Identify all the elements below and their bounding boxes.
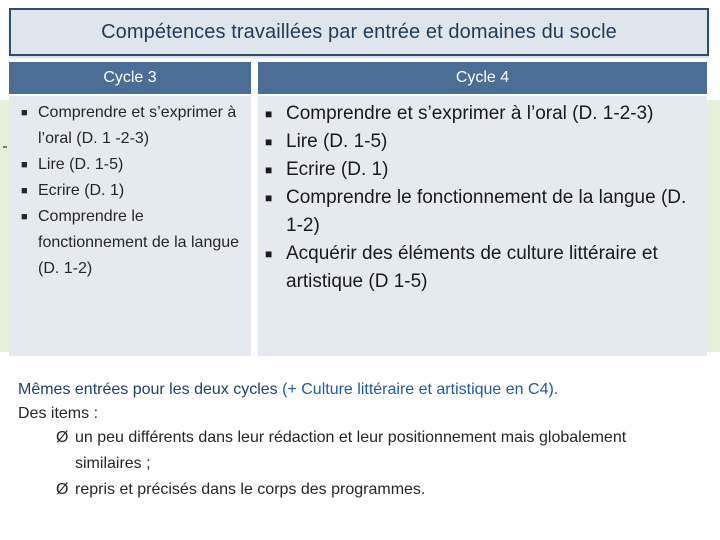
sub-item: Ø un peu différents dans leur rédaction et leur positionnement mais globalement similaires ; <box>18 425 695 477</box>
slide-title-box <box>9 8 709 56</box>
square-bullet-icon: ■ <box>21 211 28 223</box>
square-bullet-icon: ■ <box>265 163 273 177</box>
square-bullet-icon: ■ <box>21 107 28 119</box>
cycle4-item: ■ Comprendre et s’exprimer à l’oral (D. 1-2-3) <box>265 100 708 128</box>
square-bullet-icon: ■ <box>265 135 273 149</box>
square-bullet-icon: ■ <box>265 107 273 121</box>
cycle3-cell <box>9 96 251 356</box>
lead-part-1: Mêmes entrées pour les deux cycles <box>18 381 278 398</box>
cycle3-list <box>21 100 251 282</box>
body-text <box>18 379 712 503</box>
square-bullet-icon: ■ <box>265 191 273 205</box>
cycle4-item: ■ Lire (D. 1-5) <box>265 128 708 156</box>
items-intro: Des items : <box>18 405 99 422</box>
sub-item: Ø repris et précisés dans le corps des programmes. <box>18 477 695 503</box>
square-bullet-icon: ■ <box>21 185 28 197</box>
arrow-bullet-icon: Ø <box>56 481 69 498</box>
cycle3-item: ■ Comprendre le fonctionnement de la langue (D. 1-2) <box>21 204 256 282</box>
cycle3-item: ■ Ecrire (D. 1) <box>21 178 256 204</box>
cycle4-item: ■ Comprendre le fonctionnement de la langue (D. 1-2) <box>265 184 708 240</box>
decorative-dash <box>3 146 7 148</box>
cycle4-cell <box>258 96 707 356</box>
square-bullet-icon: ■ <box>21 159 28 171</box>
cycle4-item: ■ Ecrire (D. 1) <box>265 156 708 184</box>
cycle3-item: ■ Lire (D. 1-5) <box>21 152 256 178</box>
sub-item-list <box>18 425 712 503</box>
lead-sentence <box>18 379 712 401</box>
slide-title: Compétences travaillées par entrée et domaines du socle <box>101 20 617 43</box>
lead-part-2: (+ Culture littéraire et artistique en C4). <box>277 381 559 398</box>
cycle4-header-label: Cycle 4 <box>455 69 510 86</box>
cycle3-header <box>9 62 251 94</box>
cycle4-item: ■ Acquérir des éléments de culture littéraire et artistique (D 1-5) <box>265 240 708 296</box>
cycle3-item: ■ Comprendre et s’exprimer à l’oral (D. 1 -2-3) <box>21 100 256 152</box>
decorative-band-right <box>706 100 720 352</box>
arrow-bullet-icon: Ø <box>56 429 69 446</box>
cycle3-header-label: Cycle 3 <box>103 69 157 86</box>
cycle4-list <box>265 100 707 296</box>
cycle4-header <box>258 62 707 94</box>
square-bullet-icon: ■ <box>265 247 273 261</box>
